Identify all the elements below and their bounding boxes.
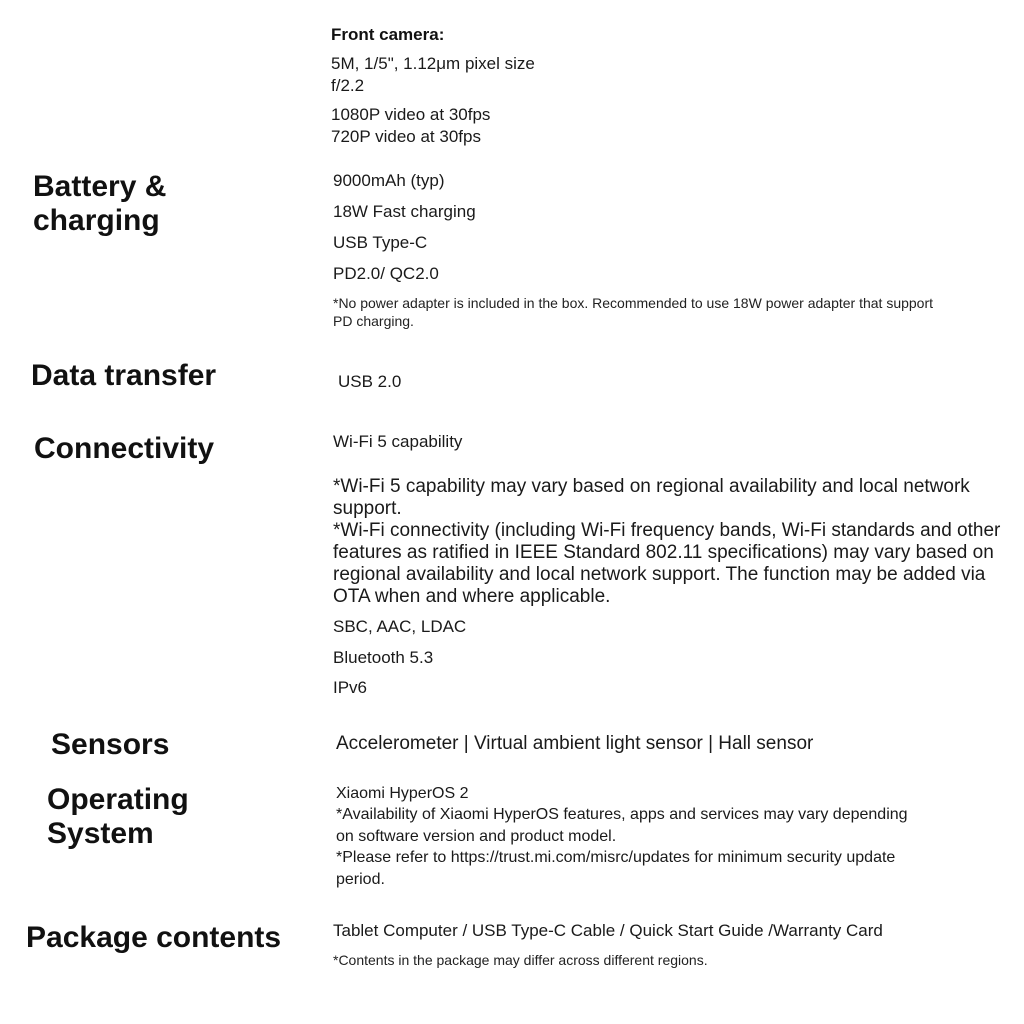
battery-heading-line2: charging (33, 204, 160, 237)
front-camera-video-1080: 1080P video at 30fps (331, 105, 491, 124)
battery-fast-charging: 18W Fast charging (333, 202, 476, 221)
data-transfer-value: USB 2.0 (338, 372, 402, 391)
connectivity-ipv6: IPv6 (333, 678, 368, 697)
data-transfer-heading: Data transfer (31, 359, 217, 392)
os-heading-line2: System (47, 817, 154, 850)
connectivity-heading: Connectivity (34, 432, 215, 465)
os-note-line2: on software version and product model. (336, 828, 617, 845)
connectivity-note-line6: OTA when and where applicable. (333, 586, 611, 607)
battery-protocol: PD2.0/ QC2.0 (333, 264, 439, 283)
battery-note-line1: *No power adapter is included in the box. Recommended to use 18W power adapter that support (333, 295, 934, 311)
package-heading: Package contents (26, 921, 282, 954)
front-camera-resolution: 5M, 1/5", 1.12μm pixel size (331, 54, 535, 73)
front-camera-video-720: 720P video at 30fps (331, 127, 481, 146)
os-heading-line1: Operating (47, 783, 189, 816)
connectivity-note-line5: regional availability and local network support. The function may be added via (333, 564, 986, 585)
connectivity-note-line2: support. (333, 498, 402, 519)
os-note-line3: *Please refer to https://trust.mi.com/misrc/updates for minimum security update (336, 849, 896, 866)
connectivity-note-line4: features as ratified in IEEE Standard 802.11 specifications) may vary based on (333, 542, 994, 563)
front-camera-title: Front camera: (331, 25, 445, 44)
connectivity-note-line1: *Wi-Fi 5 capability may vary based on regional availability and local network (333, 476, 970, 497)
battery-heading-line1: Battery & (33, 170, 167, 203)
package-note: *Contents in the package may differ across different regions. (333, 952, 708, 968)
sensors-value: Accelerometer | Virtual ambient light sensor | Hall sensor (336, 733, 814, 754)
package-contents: Tablet Computer / USB Type-C Cable / Quick Start Guide /Warranty Card (333, 921, 883, 940)
battery-port: USB Type-C (333, 233, 428, 252)
connectivity-codecs: SBC, AAC, LDAC (333, 617, 467, 636)
connectivity-note-line3: *Wi-Fi connectivity (including Wi-Fi frequency bands, Wi-Fi standards and other (333, 520, 1001, 541)
os-note-line1: *Availability of Xiaomi HyperOS features, apps and services may vary depending (336, 806, 908, 823)
os-note-line4: period. (336, 871, 385, 888)
connectivity-bluetooth: Bluetooth 5.3 (333, 648, 434, 667)
battery-capacity: 9000mAh (typ) (333, 171, 445, 190)
battery-note-line2: PD charging. (333, 313, 414, 329)
os-name: Xiaomi HyperOS 2 (336, 785, 469, 802)
sensors-heading: Sensors (51, 728, 170, 761)
connectivity-wifi: Wi-Fi 5 capability (333, 432, 463, 451)
front-camera-aperture: f/2.2 (331, 76, 365, 95)
